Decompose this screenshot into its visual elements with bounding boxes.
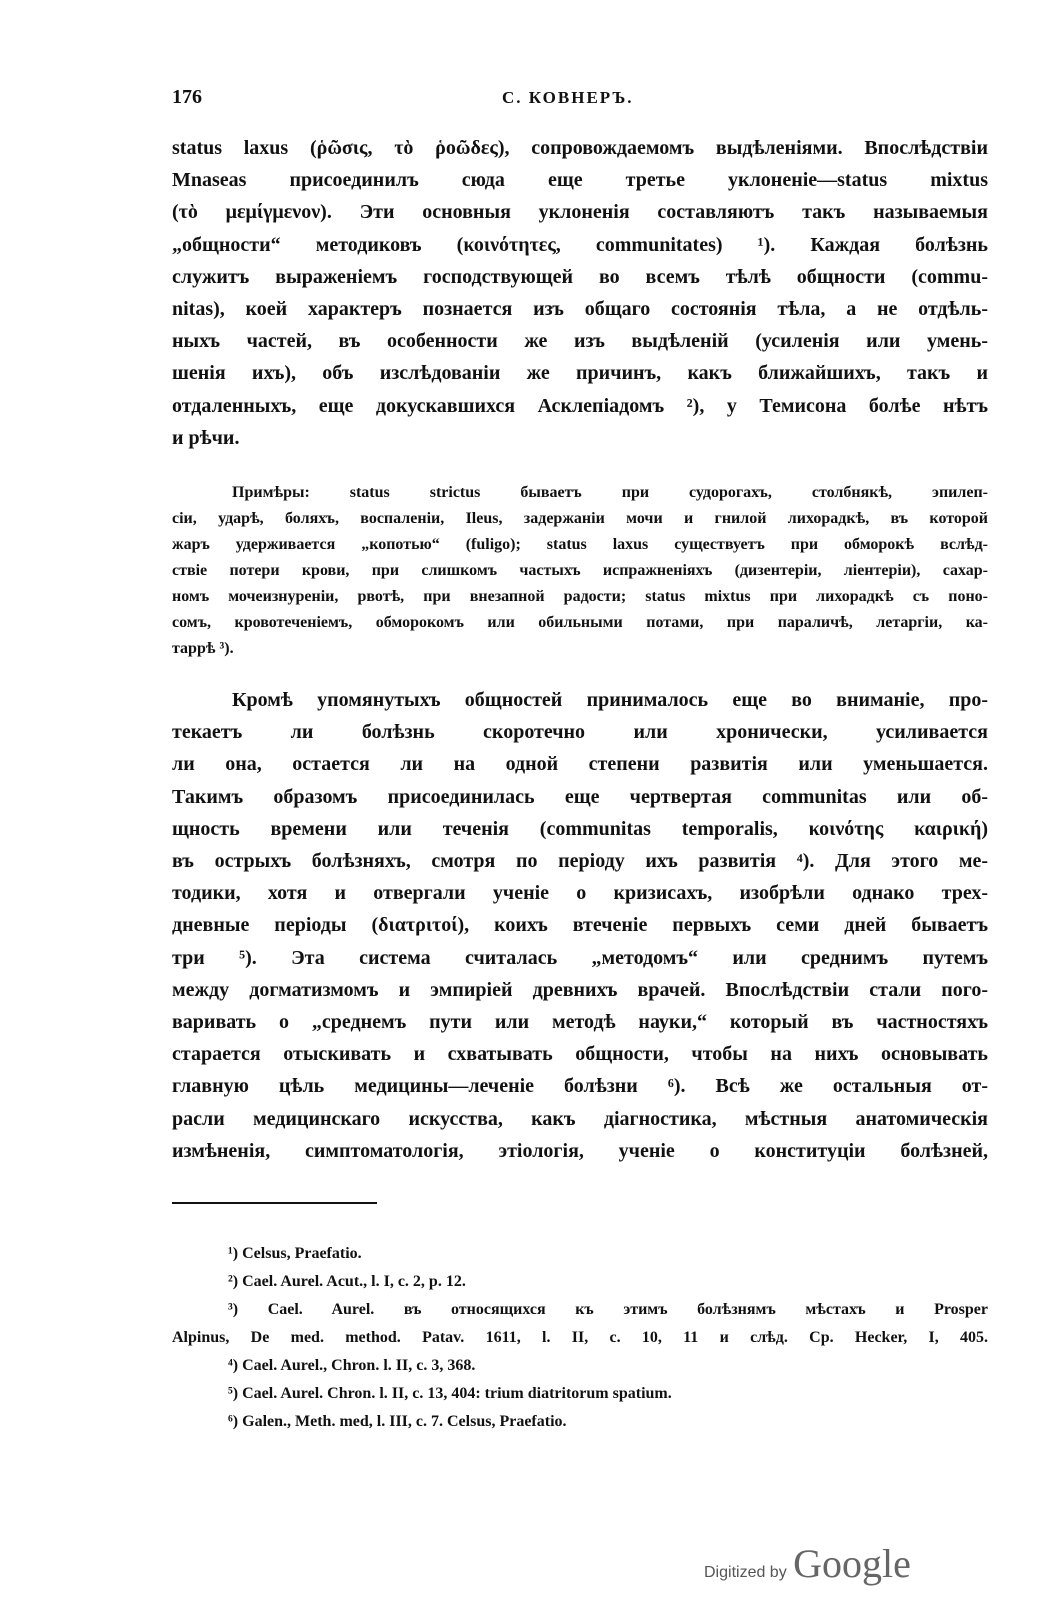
footnote-divider: [172, 1202, 377, 1204]
text-line: сомъ, кровотеченіемъ, обморокомъ или обильными потами, при параличѣ, летаргіи, ка-: [172, 614, 988, 631]
text-line: старается отыскивать и схватывать общности, чтобы на нихъ основывать: [172, 1043, 988, 1066]
watermark-prefix: Digitized by: [704, 1564, 787, 1581]
examples-paragraph: [172, 480, 988, 662]
text-line: между догматизмомъ и эмпиріей древнихъ врачей. Впослѣдствіи стали пого-: [172, 978, 988, 1001]
text-line: шенія ихъ), объ изслѣдованіи же причинъ, какъ ближайшихъ, такъ и: [172, 362, 988, 385]
footnotes: [172, 1240, 988, 1436]
text-line: ли она, остается ли на одной степени развитія или уменьшается.: [172, 753, 988, 776]
text-line: „общности“ методиковъ (κοινότητες, communitates) ¹). Каждая болѣзнь: [172, 233, 988, 256]
text-line: главную цѣль медицины—леченіе болѣзни ⁶). Всѣ же остальныя от-: [172, 1075, 988, 1098]
text-line: дневные періоды (διατριτοί), коихъ втеченіе первыхъ семи дней бываетъ: [172, 914, 988, 937]
text-line: жаръ удерживается „копотью“ (fuligo); status laxus существуетъ при обморокѣ вслѣд-: [172, 536, 988, 553]
running-title: С. КОВНЕРЪ.: [502, 88, 634, 107]
footnote-5: ⁵) Cael. Aurel. Chron. l. II, c. 13, 404: trium diatritorum spatium.: [228, 1385, 672, 1402]
text-line: отдаленныхъ, еще докускавшихся Асклепіадомъ ²), у Темисона болѣе нѣтъ: [172, 394, 988, 417]
paragraph-1: [172, 132, 988, 454]
text-line: измѣненія, симптоматологія, этіологія, ученіе о конституціи болѣзней,: [172, 1139, 988, 1162]
footnote-1: ¹) Celsus, Praefatio.: [228, 1245, 362, 1262]
text-line: служитъ выраженіемъ господствующей во всемъ тѣлѣ общности (commu-: [172, 265, 988, 288]
footnote-3-continuation: Alpinus, De med. method. Patav. 1611, l. II, c. 10, 11 и слѣд. Ср. Hecker, I, 405.: [172, 1329, 988, 1346]
text-line: тодики, хотя и отвергали ученіе о кризисахъ, изобрѣли однако трех-: [172, 882, 988, 905]
page-header: [172, 86, 981, 116]
footnote-2: ²) Cael. Aurel. Acut., l. I, c. 2, p. 12.: [228, 1273, 466, 1290]
footnote-3: ³) Cael. Aurel. въ относящихся къ этимъ болѣзнямъ мѣстахъ и Prosper: [228, 1301, 988, 1318]
footnote-4: ⁴) Cael. Aurel., Chron. l. II, c. 3, 368.: [228, 1357, 476, 1374]
text-line: ныхъ частей, въ особенности же изъ выдѣленій (усиленія или умень-: [172, 330, 988, 353]
paragraph-2: [172, 684, 988, 1167]
text-line: Кромѣ упомянутыхъ общностей принималось еще во вниманіе, про-: [232, 689, 988, 711]
text-line: nitas), коей характеръ познается изъ общаго состоянія тѣла, а не отдѣль-: [172, 298, 988, 321]
text-line: таррѣ ³).: [172, 640, 234, 657]
text-line: Примѣры: status strictus бываетъ при судорогахъ, столбнякѣ, эпилеп-: [232, 484, 988, 501]
footnote-6: ⁶) Galen., Meth. med, l. III, c. 7. Celsus, Praefatio.: [228, 1413, 567, 1430]
text-line: щность времени или теченія (communitas temporalis, κοινότης καιρική): [172, 817, 988, 840]
text-line: номъ мочеизнуреніи, рвотѣ, при внезапной радости; status mixtus при лихорадкѣ съ поно-: [172, 588, 988, 605]
text-line: и рѣчи.: [172, 426, 240, 449]
text-line: Такимъ образомъ присоединилась еще чертвертая communitas или об-: [172, 785, 988, 808]
text-line: расли медицинскаго искусства, какъ діагностика, мѣстныя анатомическія: [172, 1107, 988, 1130]
text-line: ствіе потери крови, при слишкомъ частыхъ испражненіяхъ (дизентеріи, ліентеріи), сахар-: [172, 562, 988, 579]
text-line: въ острыхъ болѣзняхъ, смотря по періоду ихъ развитія ⁴). Для этого ме-: [172, 850, 988, 873]
text-line: status laxus (ῥῶσις, τὸ ῥοῶδες), сопровождаемомъ выдѣленіями. Впослѣдствіи: [172, 137, 988, 159]
google-logo: Google: [793, 1541, 911, 1586]
text-line: сіи, ударѣ, боляхъ, воспаленіи, Ileus, задержаніи мочи и гнилой лихорадкѣ, въ которой: [172, 510, 988, 527]
text-line: Mnaseas присоединилъ сюда еще третье уклоненіе—status mixtus: [172, 169, 988, 192]
text-line: варивать о „среднемъ пути или методѣ науки,“ который въ частностяхъ: [172, 1011, 988, 1034]
text-line: три ⁵). Эта система считалась „методомъ“ или среднимъ путемъ: [172, 946, 988, 969]
text-line: текаетъ ли болѣзнь скоротечно или хронически, усиливается: [172, 721, 988, 744]
page-number: 176: [172, 86, 202, 108]
digitized-watermark: [704, 1540, 911, 1590]
text-line: (τὸ μεμίγμενον). Эти основныя уклоненія составляютъ такъ называемыя: [172, 201, 988, 224]
